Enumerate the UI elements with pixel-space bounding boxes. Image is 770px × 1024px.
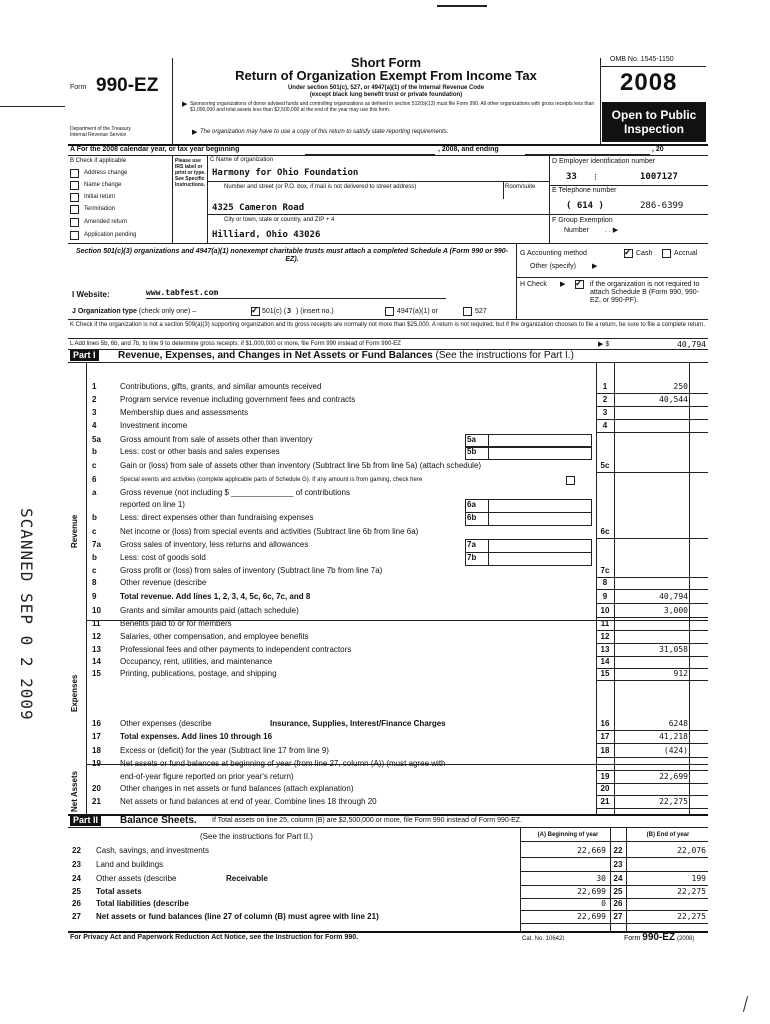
table-row [0, 381, 770, 393]
line-label: Net assets or fund balances at end of year. Combine lines 18 through 20 [120, 797, 377, 806]
line-label: Less: cost or other basis and sales expenses [120, 447, 280, 456]
arrow-icon: ▶ [182, 101, 188, 108]
table-row [0, 605, 770, 617]
line-label: Occupancy, rent, utilities, and maintenance [120, 657, 273, 666]
table-row [0, 631, 770, 643]
table-row [0, 552, 770, 564]
line-number: 19 [92, 759, 101, 768]
line-ref: 22 [613, 846, 623, 855]
table-row [0, 796, 770, 808]
line-ref: 10 [600, 606, 610, 615]
line-label: Net assets or fund balances at beginning of year (from line 27, column (A)) (must agree with [120, 759, 446, 768]
table-row [0, 644, 770, 656]
check-icon: ✓ [624, 247, 632, 257]
termination-checkbox[interactable] [70, 205, 79, 214]
street-label: Number and street (or P.O. box, if mail is not delivered to street address) [224, 184, 417, 190]
ein-prefix[interactable]: 33 [566, 172, 577, 182]
omb-number: OMB No. 1545-1150 [610, 56, 674, 63]
line-amount[interactable]: 912 [673, 669, 688, 678]
except-line: (except black lung benefit trust or private foundation) [309, 92, 463, 98]
name-change-label: Name change [84, 182, 122, 188]
gaming-checkbox[interactable] [566, 476, 575, 485]
line-b-label: B Check if applicable [70, 158, 127, 164]
table-row [0, 526, 770, 538]
line-number: 14 [92, 657, 101, 666]
line-number: 6 [92, 475, 97, 484]
phone-number[interactable]: 286-6399 [640, 201, 684, 211]
line-label: Less: direct expenses other than fundraising expenses [120, 513, 314, 522]
insert-label: ) (insert no.) [296, 308, 334, 315]
table-row [0, 591, 770, 603]
line-l-text: L Add lines 5b, 6b, and 7b, to line 9 to determine gross receipts; if $1,000,000 or more, file Form 990 instead of Form 990-EZ [70, 341, 401, 347]
beginning-year-amount[interactable]: 0 [601, 899, 606, 908]
line-number: 4 [92, 421, 97, 430]
a4947-label: 4947(a)(1) or [397, 308, 438, 315]
table-row [0, 407, 770, 419]
org-name-label: C Name of organization [210, 157, 274, 163]
ein-label: D Employer identification number [552, 158, 656, 165]
name-change-checkbox[interactable] [70, 181, 79, 190]
line-ref: 20 [600, 784, 610, 793]
line-ref: 27 [613, 912, 623, 921]
line-ref: 15 [600, 669, 610, 678]
open-public-line1: Open to Public [611, 108, 697, 122]
table-row [0, 731, 770, 743]
please-label: Please use IRS label or print or type. See Specific Instructions. [175, 158, 206, 188]
table-row [0, 539, 770, 551]
line-label: Program service revenue including government fees and contracts [120, 395, 356, 404]
table-row [0, 446, 770, 458]
line-number: c [92, 566, 97, 575]
line-number: 3 [92, 408, 97, 417]
line-label: Gain or (loss) from sale of assets other than inventory (Subtract line 5b from line 5a) (attach schedule) [120, 461, 482, 470]
sub-line-border [465, 512, 489, 526]
line-ref: 7c [600, 566, 610, 575]
line-label: reported on line 1) [120, 500, 185, 509]
line-number: 26 [72, 899, 81, 908]
line-ref: 24 [613, 874, 623, 883]
line-ref: 21 [600, 797, 610, 806]
line-ref: 2 [602, 395, 608, 404]
line-number: c [92, 527, 97, 536]
end-year-amount[interactable]: 22,076 [677, 846, 706, 855]
sub-line-amount-field[interactable] [487, 499, 592, 513]
line-label: Total revenue. Add lines 1, 2, 3, 4, 5c, 6c, 7c, and 8 [120, 592, 311, 601]
state-note: The organization may have to use a copy of this return to satisfy state reporting requirements. [200, 129, 449, 135]
sponsoring-note: Sponsoring organizations of donor advised funds and controlling organizations as defined in section 512(b)(13) must file Form 990. All other organizations with gross receipts less than $1,000,000 and total assets less than $2,500,000 at the end of the year may use this form. [190, 101, 595, 113]
org-type-label: J Organization type [72, 308, 137, 315]
line-number: b [92, 553, 97, 562]
table-row [0, 394, 770, 406]
footer-form: Form [624, 935, 641, 942]
line-number: 22 [72, 846, 81, 855]
line-number: c [92, 461, 97, 470]
table-row [0, 656, 770, 668]
initial-return-label: Initial return [84, 194, 116, 200]
line-label: Benefits paid to or for members [120, 619, 232, 628]
line-label: Professional fees and other payments to independent contractors [120, 645, 352, 654]
irs-name: Internal Revenue Service [70, 132, 127, 138]
city-label: City or town, state or country, and ZIP + 4 [224, 217, 335, 223]
line-label: Other assets (describe [96, 874, 177, 883]
beginning-year-amount[interactable]: 22,669 [577, 846, 606, 855]
ein-number[interactable]: 1007127 [640, 172, 678, 182]
a4947-checkbox[interactable] [385, 307, 394, 316]
line-a-end: , 20 [652, 146, 664, 153]
line-ref: 16 [600, 719, 610, 728]
line-label: Investment income [120, 421, 188, 430]
footer-form-number: 990-EZ [642, 932, 676, 943]
line-number: 5a [92, 435, 101, 444]
scanned-stamp-text: SCANNED SEP 0 2 2009 [17, 508, 36, 721]
sub-line-amount-field[interactable] [487, 446, 592, 460]
line-label: end-of-year figure reported on prior year's return) [120, 772, 294, 781]
phone-area[interactable]: ( 614 ) [566, 201, 604, 211]
net-assets-side-label: Net Assets [70, 770, 79, 812]
part1-see: (See the instructions for Part I.) [435, 350, 574, 361]
line-ref: 8 [602, 578, 608, 587]
line-amount[interactable]: 22,699 [659, 772, 688, 781]
table-row [0, 512, 770, 524]
s527-checkbox[interactable] [463, 307, 472, 316]
line-amount[interactable]: 22,275 [659, 797, 688, 806]
line-label: Grants and similar amounts paid (attach schedule) [120, 606, 299, 615]
phone-label: E Telephone number [552, 187, 617, 194]
scan-mark [437, 5, 487, 7]
sub-line-amount-field[interactable] [487, 512, 592, 526]
line-ref: 3 [602, 408, 608, 417]
table-row [0, 845, 770, 857]
line-ref: 5c [600, 461, 610, 470]
line-number: 21 [92, 797, 101, 806]
line-label: Net assets or fund balances (line 27 of column (B) must agree with line 21) [96, 912, 379, 921]
expenses-side-label: Expenses [70, 674, 79, 712]
table-row [0, 783, 770, 795]
line-amount[interactable]: 40,544 [659, 395, 688, 404]
check-icon: ✓ [575, 278, 583, 288]
revenue-side-label: Revenue [70, 514, 79, 548]
table-row [0, 873, 770, 885]
line-ref: 17 [600, 732, 610, 741]
address-change-label: Address change [84, 170, 128, 176]
line-label: Salaries, other compensation, and employee benefits [120, 632, 309, 641]
line-label: Other changes in net assets or fund balances (attach explanation) [120, 784, 354, 793]
footer-form-year: (2008) [677, 936, 695, 942]
line-label: Special events and activities (complete applicable parts of Schedule G). If any amount is from gaming, check here [120, 477, 423, 483]
schedule-b-text: if the organization is not required to attach Schedule B (Form 990, 990-EZ, or 990-PF). [590, 281, 700, 304]
sub-line-border [465, 539, 489, 553]
line-amount[interactable]: 31,058 [659, 645, 688, 654]
line-number: 17 [92, 732, 101, 741]
dept-name: Department of the Treasury [70, 126, 131, 132]
table-row [0, 859, 770, 871]
form-prefix: Form [70, 84, 87, 91]
website-value[interactable]: www.tabfest.com [146, 288, 219, 297]
line-number: 27 [72, 912, 81, 921]
sub-line-box: 7a [467, 540, 476, 549]
line-number: 18 [92, 746, 101, 755]
form-number: 990-EZ [96, 75, 159, 96]
sub-line-box: 5b [467, 447, 477, 456]
line-label: Gross amount from sale of assets other than inventory [120, 435, 313, 444]
group-exemption-label: F Group Exemption [552, 217, 613, 224]
table-row [0, 911, 770, 923]
room-label: Room/suite [505, 184, 536, 190]
table-row [0, 718, 770, 730]
line-a: A For the 2008 calendar year, or tax year beginning [70, 146, 240, 153]
table-row [0, 771, 770, 783]
page-title: Return of Organization Exempt From Income Tax [235, 68, 537, 83]
sub-line-box: 5a [467, 435, 476, 444]
beginning-year-amount[interactable]: 30 [596, 874, 606, 883]
line-number: 9 [92, 592, 97, 601]
s527-label: 527 [475, 308, 487, 315]
accrual-label: Accrual [674, 250, 698, 257]
c501-label: 501(c) ( [262, 308, 287, 315]
sub-line-border [465, 552, 489, 566]
group-exemption-label2: Number [564, 227, 589, 234]
line-ref: 25 [613, 887, 623, 896]
beginning-year-amount[interactable]: 22,699 [577, 912, 606, 921]
line-label: Other revenue (describe [120, 578, 207, 587]
website-label: I Website: [72, 290, 110, 299]
scan-mark [0, 106, 65, 107]
part2-tag: Part II [70, 815, 101, 826]
line-ref: 26 [613, 899, 623, 908]
table-row [0, 668, 770, 680]
table-row [0, 487, 770, 499]
line-l-dollar: $ [605, 341, 610, 348]
line-amount[interactable]: 40,794 [659, 592, 688, 601]
line-amount[interactable]: (424) [663, 746, 688, 755]
line-amount[interactable]: 250 [673, 382, 688, 391]
accrual-checkbox[interactable] [662, 249, 671, 258]
table-row [0, 420, 770, 432]
sub-line-box: 6a [467, 500, 476, 509]
accounting-method-label: G Accounting method [520, 250, 587, 257]
table-row [0, 499, 770, 511]
sub-line-border [465, 499, 489, 513]
line-ref: 23 [613, 860, 623, 869]
line-ref: 18 [600, 746, 610, 755]
line-amount[interactable]: 3,000 [663, 606, 688, 615]
part1-title: Revenue, Expenses, and Changes in Net Assets or Fund Balances [118, 350, 433, 361]
amended-return-checkbox[interactable] [70, 218, 79, 227]
under-section: Under section 501(c), 527, or 4947(a)(1) of the Internal Revenue Code [287, 85, 485, 91]
sub-line-amount-field[interactable] [487, 539, 592, 553]
end-year-amount[interactable]: 22,275 [677, 887, 706, 896]
line-ref: 13 [600, 645, 610, 654]
application-pending-checkbox[interactable] [70, 231, 79, 240]
table-row [0, 886, 770, 898]
col-a-header: (A) Beginning of year [537, 832, 599, 838]
line-k-text: K Check if the organization is not a section 509(a)(3) supporting organization and its gross receipts are normally not more than $25,000. A return is not required, but if the organization chooses to file a return, be sure to file a complete return. [70, 322, 706, 328]
line-label: Gross revenue (not including $ ______________ of contributions [120, 488, 350, 497]
tax-year: 2008 [620, 69, 678, 96]
table-row [0, 577, 770, 589]
line-label: Membership dues and assessments [120, 408, 249, 417]
table-row [0, 565, 770, 577]
line-number: 16 [92, 719, 101, 728]
amended-return-label: Amended return [84, 219, 128, 225]
line-label: Land and buildings [96, 860, 164, 869]
line-h-label: H Check [520, 281, 547, 288]
cat-number: Cat. No. 10642I [522, 936, 565, 942]
line-number: 8 [92, 578, 97, 587]
street-address[interactable]: 4325 Cameron Road [212, 203, 305, 213]
scan-mark [743, 996, 748, 1012]
line-number: 12 [92, 632, 101, 641]
end-year-amount[interactable]: 199 [691, 874, 706, 883]
sub-line-box: 7b [467, 553, 477, 562]
other-expenses-description[interactable]: Insurance, Supplies, Interest/Finance Charges [270, 719, 446, 728]
line-number: 13 [92, 645, 101, 654]
privacy-notice: For Privacy Act and Paperwork Reduction Act Notice, see the Instruction for Form 990. [70, 934, 359, 941]
line-l-amount[interactable]: 40,794 [677, 340, 706, 349]
line-number: 20 [92, 784, 101, 793]
line-label: Net income or (loss) from special events and activities (Subtract line 6b from line 6a) [120, 527, 419, 536]
line-label: Printing, publications, postage, and shipping [120, 669, 277, 678]
line-a-mid: , 2008, and ending [438, 146, 499, 153]
col-b-header: (B) End of year [646, 832, 690, 838]
other-assets-description[interactable]: Receivable [226, 874, 268, 883]
city-state-zip[interactable]: Hilliard, Ohio 43026 [212, 230, 321, 240]
table-row [0, 460, 770, 472]
part1-tag: Part I [70, 350, 99, 361]
line-ref: 14 [600, 657, 610, 666]
line-number: 15 [92, 669, 101, 678]
termination-label: Termination [84, 206, 116, 212]
open-to-public-badge [602, 102, 706, 142]
short-form-label: Short Form [350, 55, 422, 70]
org-name[interactable]: Harmony for Ohio Foundation [212, 168, 359, 178]
line-label: Other expenses (describe [120, 719, 212, 728]
part2-see: (See the instructions for Part II.) [200, 832, 313, 841]
line-number: 7a [92, 540, 101, 549]
line-label: Excess or (deficit) for the year (Subtract line 17 from line 9) [120, 746, 329, 755]
beginning-year-amount[interactable]: 22,699 [577, 887, 606, 896]
line-label: Total expenses. Add lines 10 through 16 [120, 732, 273, 741]
line-number: 24 [72, 874, 81, 883]
line-label: Total liabilities (describe [96, 899, 189, 908]
application-pending-label: Application pending [84, 232, 137, 238]
sub-line-border [465, 446, 489, 460]
line-label: Total assets [96, 887, 142, 896]
line-number: 25 [72, 887, 81, 896]
line-label: Gross profit or (loss) from sales of inventory (Subtract line 7b from line 7a) [120, 566, 383, 575]
other-method-label: Other (specify) [530, 263, 576, 270]
sub-line-amount-field[interactable] [487, 552, 592, 566]
open-public-line2: Inspection [623, 122, 684, 136]
table-row [0, 434, 770, 446]
address-change-checkbox[interactable] [70, 169, 79, 178]
line-number: b [92, 447, 97, 456]
line-ref: 9 [602, 592, 608, 601]
line-ref: 11 [600, 619, 610, 628]
scanned-stamp [14, 508, 40, 721]
line-ref: 4 [602, 421, 608, 430]
end-year-amount[interactable]: 22,275 [677, 912, 706, 921]
line-number: 2 [92, 395, 97, 404]
line-number: 1 [92, 382, 97, 391]
table-row [0, 898, 770, 910]
line-number: 11 [92, 619, 101, 628]
org-type-check: (check only one) [138, 308, 191, 315]
line-ref: 1 [602, 382, 608, 391]
check-icon: ✓ [251, 305, 259, 315]
initial-return-checkbox[interactable] [70, 193, 79, 202]
line-ref: 12 [600, 632, 610, 641]
line-number: 10 [92, 606, 101, 615]
table-row [0, 474, 770, 486]
line-ref: 6c [600, 527, 610, 536]
line-amount[interactable]: 41,218 [659, 732, 688, 741]
table-row [0, 745, 770, 757]
sub-line-box: 6b [467, 513, 477, 522]
line-ref: 19 [600, 772, 610, 781]
c501-number[interactable]: 3 [287, 307, 292, 315]
line-number: a [92, 488, 97, 497]
line-label: Less: cost of goods sold [120, 553, 206, 562]
line-amount[interactable]: 6248 [668, 719, 688, 728]
line-number: b [92, 513, 97, 522]
arrow-icon: ▶ [192, 129, 198, 136]
line-label: Gross sales of inventory, less returns and allowances [120, 540, 309, 549]
line-label: Contributions, gifts, grants, and similar amounts received [120, 382, 322, 391]
cash-label: Cash [636, 250, 653, 257]
schedule-a-note: Section 501(c)(3) organizations and 4947(a)(1) nonexempt charitable trusts must attach a completed Schedule A (Form 990 or 990-EZ). [75, 248, 509, 263]
part2-title: Balance Sheets. [120, 815, 197, 826]
line-number: 23 [72, 860, 81, 869]
line-label: Cash, savings, and investments [96, 846, 209, 855]
part2-note: If Total assets on line 25, column (B) are $2,500,000 or more, file Form 990 instead of Form 990-EZ. [212, 817, 522, 824]
